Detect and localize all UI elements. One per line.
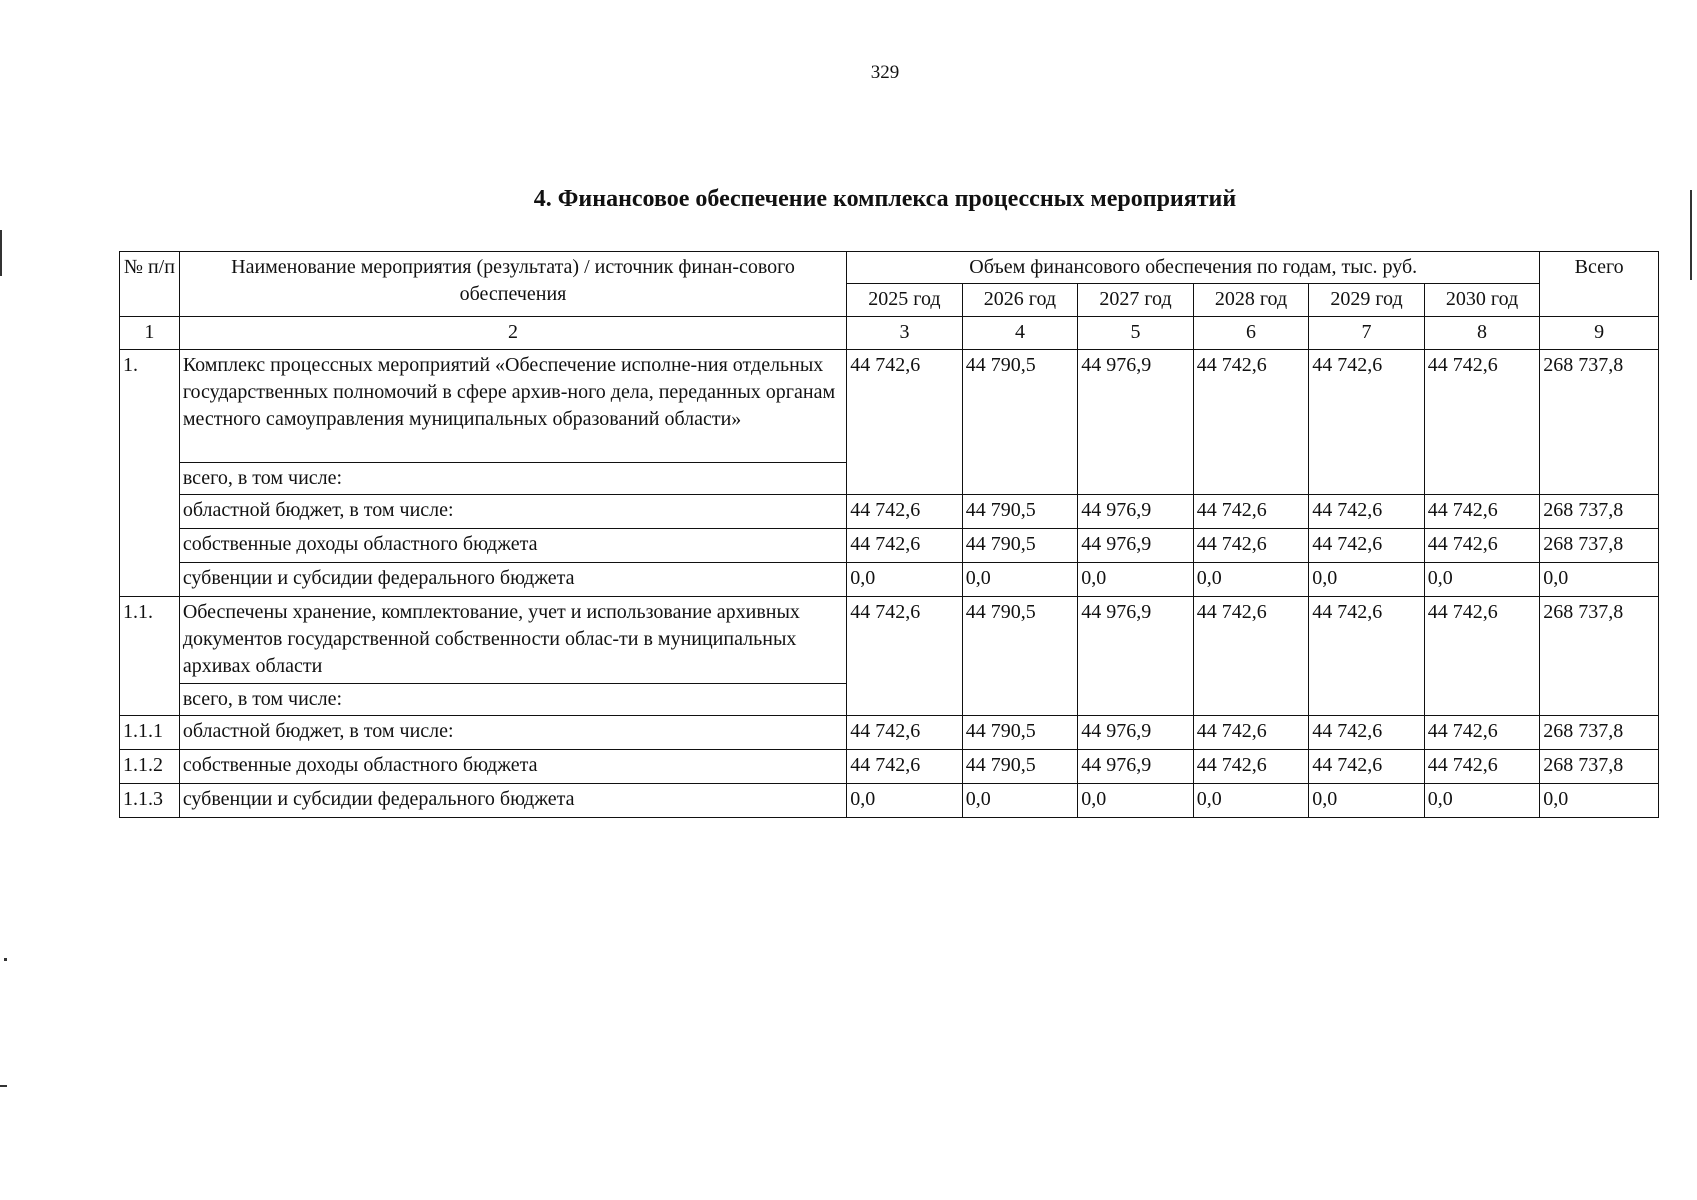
value-cell: 44 742,6	[1424, 750, 1540, 784]
value-cell: 44 790,5	[962, 716, 1078, 750]
page-number: 329	[870, 62, 900, 83]
value-cell: 0,0	[1309, 784, 1425, 818]
table-row	[120, 529, 1659, 563]
total-cell: 268 737,8	[1540, 716, 1659, 750]
table-row	[120, 350, 1659, 463]
row-name: Обеспечены хранение, комплектование, учет и использование архивных документов государственной собственности облас-ти в муниципальных архивах области	[179, 597, 846, 684]
value-cell: 0,0	[1309, 563, 1425, 597]
row-sub-label: всего, в том числе:	[179, 463, 846, 495]
header-year: 2026 год	[962, 284, 1078, 317]
value-cell: 0,0	[847, 784, 963, 818]
table-row	[120, 716, 1659, 750]
value-cell: 44 742,6	[1424, 597, 1540, 716]
value-cell: 44 742,6	[1193, 716, 1309, 750]
table-row	[120, 750, 1659, 784]
value-cell: 44 742,6	[1424, 350, 1540, 495]
value-cell: 0,0	[1424, 563, 1540, 597]
total-cell: 268 737,8	[1540, 495, 1659, 529]
total-cell: 0,0	[1540, 784, 1659, 818]
value-cell: 44 790,5	[962, 750, 1078, 784]
total-cell: 268 737,8	[1540, 597, 1659, 716]
column-number: 6	[1193, 317, 1309, 350]
column-number: 5	[1078, 317, 1194, 350]
value-cell: 44 742,6	[1193, 350, 1309, 495]
row-number: 1.	[120, 350, 180, 597]
row-number: 1.1.3	[120, 784, 180, 818]
header-name: Наименование мероприятия (результата) / источник финан-сового обеспечения	[179, 252, 846, 317]
value-cell: 44 742,6	[1193, 495, 1309, 529]
header-year: 2028 год	[1193, 284, 1309, 317]
row-name: субвенции и субсидии федерального бюджета	[179, 563, 846, 597]
header-year: 2030 год	[1424, 284, 1540, 317]
table-row	[120, 597, 1659, 684]
table-row	[120, 784, 1659, 818]
value-cell: 44 976,9	[1078, 597, 1194, 716]
value-cell: 44 976,9	[1078, 495, 1194, 529]
row-name: собственные доходы областного бюджета	[179, 529, 846, 563]
header-total: Всего	[1540, 252, 1659, 317]
column-numbers-row	[120, 317, 1659, 350]
value-cell: 0,0	[1193, 563, 1309, 597]
value-cell: 44 742,6	[847, 750, 963, 784]
value-cell: 44 976,9	[1078, 716, 1194, 750]
value-cell: 44 742,6	[1424, 529, 1540, 563]
column-number: 3	[847, 317, 963, 350]
value-cell: 44 742,6	[847, 529, 963, 563]
total-cell: 0,0	[1540, 563, 1659, 597]
value-cell: 44 742,6	[1424, 716, 1540, 750]
column-number: 4	[962, 317, 1078, 350]
value-cell: 0,0	[1078, 784, 1194, 818]
header-year: 2029 год	[1309, 284, 1425, 317]
value-cell: 44 742,6	[847, 495, 963, 529]
total-cell: 268 737,8	[1540, 529, 1659, 563]
value-cell: 44 790,5	[962, 350, 1078, 495]
value-cell: 0,0	[962, 784, 1078, 818]
scan-mark	[1690, 190, 1692, 280]
value-cell: 44 742,6	[847, 716, 963, 750]
document-title: 4. Финансовое обеспечение комплекса процессных мероприятий	[533, 186, 1237, 212]
value-cell: 44 742,6	[1309, 529, 1425, 563]
column-number: 1	[120, 317, 180, 350]
table-row	[120, 563, 1659, 597]
header-number: № п/п	[120, 252, 180, 317]
value-cell: 0,0	[1078, 563, 1194, 597]
table-header-row	[120, 252, 1659, 284]
value-cell: 44 742,6	[847, 597, 963, 716]
value-cell: 44 742,6	[1309, 750, 1425, 784]
row-number: 1.1.1	[120, 716, 180, 750]
value-cell: 0,0	[1193, 784, 1309, 818]
column-number: 2	[179, 317, 846, 350]
row-name: областной бюджет, в том числе:	[179, 495, 846, 529]
table-row	[120, 495, 1659, 529]
value-cell: 44 742,6	[1424, 495, 1540, 529]
scan-mark	[0, 230, 2, 276]
row-sub-label: всего, в том числе:	[179, 684, 846, 716]
value-cell: 44 790,5	[962, 495, 1078, 529]
value-cell: 44 742,6	[1309, 716, 1425, 750]
row-name: субвенции и субсидии федерального бюджета	[179, 784, 846, 818]
row-number: 1.1.2	[120, 750, 180, 784]
column-number: 8	[1424, 317, 1540, 350]
scan-mark	[0, 1085, 7, 1087]
value-cell: 0,0	[1424, 784, 1540, 818]
column-number: 9	[1540, 317, 1659, 350]
value-cell: 44 742,6	[1193, 750, 1309, 784]
value-cell: 44 976,9	[1078, 350, 1194, 495]
value-cell: 44 742,6	[1309, 350, 1425, 495]
value-cell: 44 976,9	[1078, 529, 1194, 563]
scan-mark	[4, 958, 7, 961]
value-cell: 0,0	[962, 563, 1078, 597]
value-cell: 0,0	[847, 563, 963, 597]
header-financing-volume: Объем финансового обеспечения по годам, тыс. руб.	[847, 252, 1540, 284]
value-cell: 44 742,6	[1309, 495, 1425, 529]
row-number: 1.1.	[120, 597, 180, 716]
row-name: областной бюджет, в том числе:	[179, 716, 846, 750]
value-cell: 44 790,5	[962, 529, 1078, 563]
header-year: 2027 год	[1078, 284, 1194, 317]
row-name: Комплекс процессных мероприятий «Обеспечение исполне-ния отдельных государственных полномочий в сфере архив-ного дела, переданных органам местного самоуправления муниципальных образований области»	[179, 350, 846, 463]
row-name: собственные доходы областного бюджета	[179, 750, 846, 784]
total-cell: 268 737,8	[1540, 750, 1659, 784]
value-cell: 44 976,9	[1078, 750, 1194, 784]
column-number: 7	[1309, 317, 1425, 350]
value-cell: 44 742,6	[1193, 529, 1309, 563]
value-cell: 44 742,6	[847, 350, 963, 495]
financing-table	[119, 251, 1659, 818]
header-year: 2025 год	[847, 284, 963, 317]
total-cell: 268 737,8	[1540, 350, 1659, 495]
value-cell: 44 742,6	[1193, 597, 1309, 716]
value-cell: 44 790,5	[962, 597, 1078, 716]
value-cell: 44 742,6	[1309, 597, 1425, 716]
